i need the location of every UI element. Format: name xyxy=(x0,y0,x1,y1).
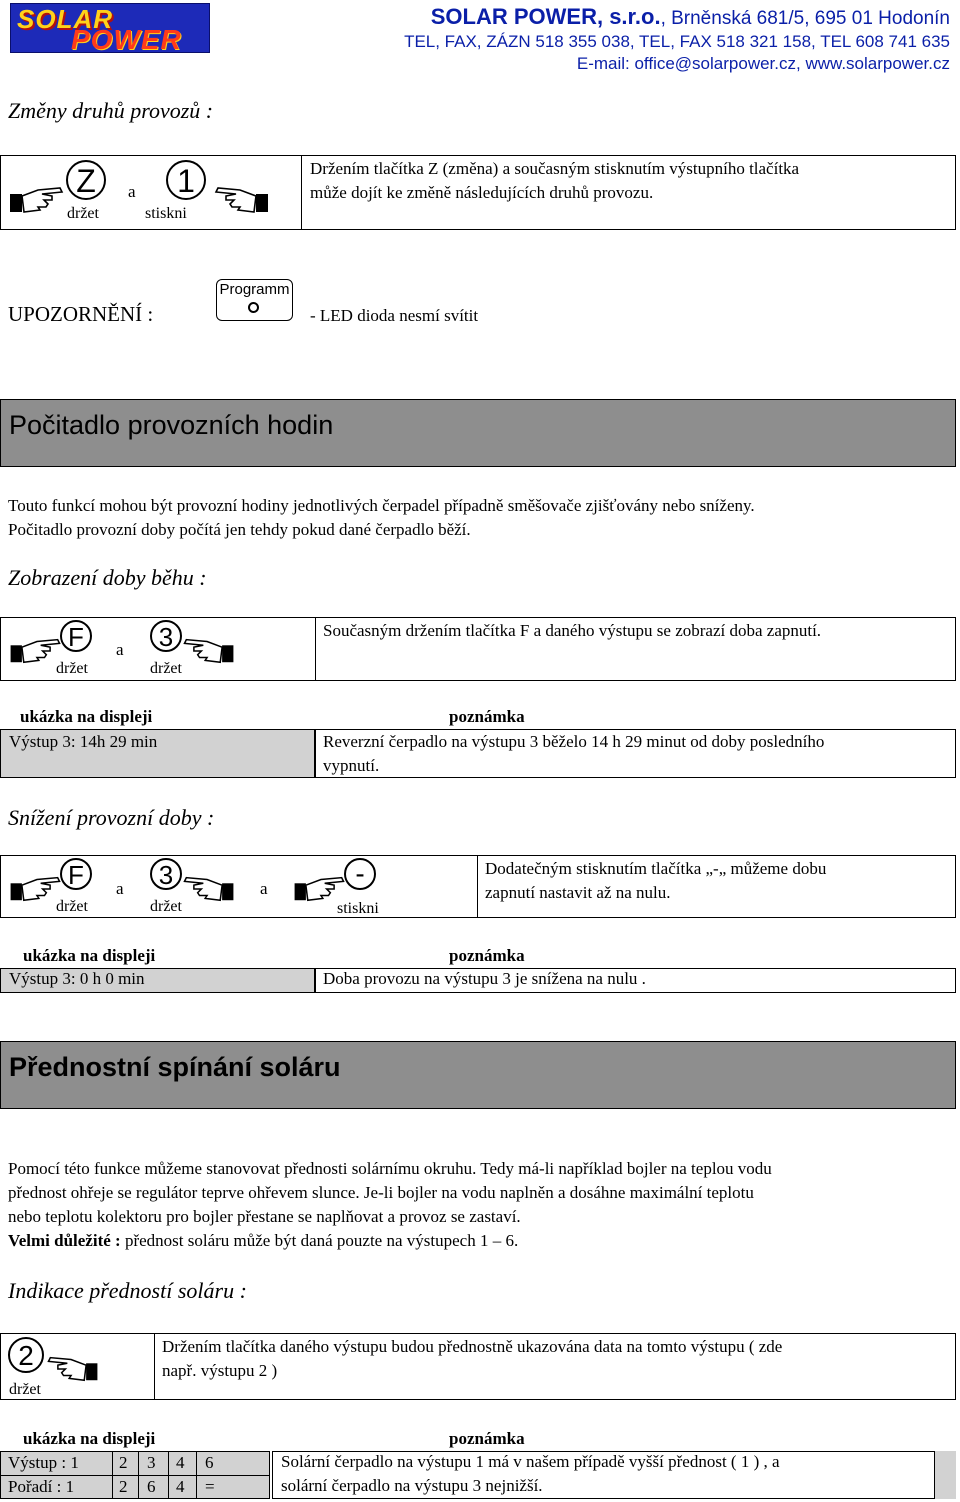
note-line-2: solární čerpadlo na výstupu 3 nejnižší. xyxy=(281,1476,543,1495)
key-f-label: držet xyxy=(56,898,88,915)
note-line-1: Solární čerpadlo na výstupu 1 má v našem případě vyšší přednost ( 1 ) , a xyxy=(281,1452,780,1471)
display-row2-cell: = xyxy=(205,1477,215,1496)
hand-pointing-left-icon xyxy=(180,872,236,904)
conjunction-a: a xyxy=(116,640,124,659)
warning-text: - LED dioda nesmí svítit xyxy=(310,306,479,325)
zobrazeni-divider xyxy=(315,617,316,681)
indikace-desc-2: např. výstupu 2 ) xyxy=(162,1361,278,1380)
key-2-label: držet xyxy=(9,1381,41,1398)
display-row1-label: Výstup : 1 xyxy=(8,1453,79,1472)
display-row2-cell: 4 xyxy=(176,1477,185,1496)
note-line-1: Doba provozu na výstupu 3 je snížena na nulu . xyxy=(323,969,646,988)
note-heading: poznámka xyxy=(449,946,525,965)
display-row2-label: Pořadí : 1 xyxy=(8,1477,75,1496)
prednostni-para-2: přednost ohřeje se regulátor teprve ohřevem slunce. Je-li bojler na vodu naplněn a dosáhne maximální teplotu xyxy=(8,1183,754,1202)
display-cell xyxy=(0,968,316,993)
hand-pointing-left-icon xyxy=(44,1352,100,1384)
snizeni-desc-1: Dodatečným stisknutím tlačítka „-„ můžeme dobu xyxy=(485,859,827,878)
hand-pointing-left-icon xyxy=(180,634,236,666)
prednostni-para-1: Pomocí této funkce můžeme stanovovat přednosti solárnímu okruhu. Tedy má-li například bojler na teplou vodu xyxy=(8,1159,772,1178)
zmeny-divider xyxy=(301,155,302,230)
key-3-icon: 3 xyxy=(150,858,182,890)
conjunction-a: a xyxy=(116,879,124,898)
important-label: Velmi důležité : xyxy=(8,1231,121,1250)
note-cell xyxy=(314,729,956,778)
conjunction-a: a xyxy=(128,182,136,201)
section-title-prednostni: Přednostní spínání soláru xyxy=(9,1052,341,1082)
display-heading: ukázka na displeji xyxy=(20,707,153,726)
company-address: , Brněnská 681/5, 695 01 Hodonín xyxy=(660,8,950,29)
zmeny-desc-2: může dojít ke změně následujících druhů provozu. xyxy=(310,183,654,202)
key-3-label: držet xyxy=(150,660,182,677)
company-logo xyxy=(10,3,210,53)
key-3-icon: 3 xyxy=(150,620,182,652)
key-f-icon: F xyxy=(60,620,92,652)
snizeni-divider xyxy=(477,855,478,918)
display-heading: ukázka na displeji xyxy=(23,1429,156,1448)
key-minus-icon: - xyxy=(344,858,376,890)
zobrazeni-desc: Současným držením tlačítka F a daného výstupu se zobrazí doba zapnutí. xyxy=(323,621,822,640)
pocitadlo-para-1: Touto funkcí mohou být provozní hodiny jednotlivých čerpadel případně směšovače zjišťovány nebo sníženy. xyxy=(8,496,755,515)
logo-text-power: POWER xyxy=(71,24,182,53)
key-f-icon: F xyxy=(60,858,92,890)
snizeni-desc-2: zapnutí nastavit až na nulu. xyxy=(485,883,671,902)
prednostni-para-3: nebo teplotu kolektoru pro bojler přestane se naplňovat a provoz se zastaví. xyxy=(8,1207,521,1226)
hand-pointing-left-icon xyxy=(212,182,270,216)
company-line xyxy=(431,4,950,30)
pocitadlo-para-2: Počitadlo provozní doby počítá jen tehdy pokud dané čerpadlo běží. xyxy=(8,520,471,539)
key-3-label: držet xyxy=(150,898,182,915)
display-row1-cell: 2 xyxy=(119,1453,128,1472)
display-value: Výstup 3: 0 h 0 min xyxy=(9,969,145,988)
display-heading: ukázka na displeji xyxy=(23,946,156,965)
display-row1-cell: 3 xyxy=(147,1453,156,1472)
key-z-label: držet xyxy=(67,205,99,222)
section-title-zmeny: Změny druhů provozů : xyxy=(8,98,214,123)
programm-button xyxy=(216,279,293,321)
key-1-icon: 1 xyxy=(166,160,206,200)
key-f-label: držet xyxy=(56,660,88,677)
zmeny-desc-1: Držením tlačítka Z (změna) a současným stisknutím výstupního tlačítka xyxy=(310,159,800,178)
note-line-2: vypnutí. xyxy=(323,756,380,775)
note-cell-margin xyxy=(934,1451,956,1499)
display-row2-cell: 2 xyxy=(119,1477,128,1496)
display-row2-cell: 6 xyxy=(147,1477,156,1496)
note-cell xyxy=(272,1451,956,1499)
display-value: Výstup 3: 14h 29 min xyxy=(9,732,158,751)
company-name: SOLAR POWER, s.r.o. xyxy=(430,4,661,29)
section-banner-pocitadlo xyxy=(0,399,956,467)
display-row1-cell: 4 xyxy=(176,1453,185,1472)
hand-pointing-right-icon xyxy=(8,182,66,216)
key-1-label: stiskni xyxy=(145,205,187,222)
indikace-divider xyxy=(154,1333,155,1400)
led-icon xyxy=(248,302,259,313)
programm-button-label: Programm xyxy=(219,281,290,298)
company-contact[interactable]: E-mail: office@solarpower.cz, www.solarpower.cz xyxy=(576,54,950,73)
note-cell xyxy=(314,968,956,993)
indikace-desc-1: Držením tlačítka daného výstupu budou přednostně ukazována data na tomto výstupu ( zde xyxy=(162,1337,783,1356)
prednostni-important xyxy=(8,1229,518,1253)
section-title-zobrazeni: Zobrazení doby běhu : xyxy=(8,565,207,590)
important-text: přednost soláru může být daná pouzte na výstupech 1 – 6. xyxy=(120,1231,519,1250)
display-row1-cell: 6 xyxy=(205,1453,214,1472)
section-title-snizeni: Snížení provozní doby : xyxy=(8,805,215,830)
note-heading: poznámka xyxy=(449,707,525,726)
logo-text-solar: SOLAR xyxy=(17,4,113,34)
key-2-icon: 2 xyxy=(8,1337,44,1373)
note-heading: poznámka xyxy=(449,1429,525,1448)
key-minus-label: stiskni xyxy=(337,900,379,917)
display-cell xyxy=(0,729,316,778)
section-banner-prednostni xyxy=(0,1041,956,1109)
company-phones: TEL, FAX, ZÁZN 518 355 038, TEL, FAX 518 321 158, TEL 608 741 635 xyxy=(404,32,950,51)
warning-label: UPOZORNĚNÍ : xyxy=(8,302,154,326)
note-line-1: Reverzní čerpadlo na výstupu 3 běželo 14 h 29 minut od doby posledního xyxy=(323,732,825,751)
section-title-indikace: Indikace předností soláru : xyxy=(8,1278,247,1303)
section-title-pocitadlo: Počitadlo provozních hodin xyxy=(9,410,334,440)
key-z-icon: Z xyxy=(66,160,106,200)
conjunction-a: a xyxy=(260,879,268,898)
